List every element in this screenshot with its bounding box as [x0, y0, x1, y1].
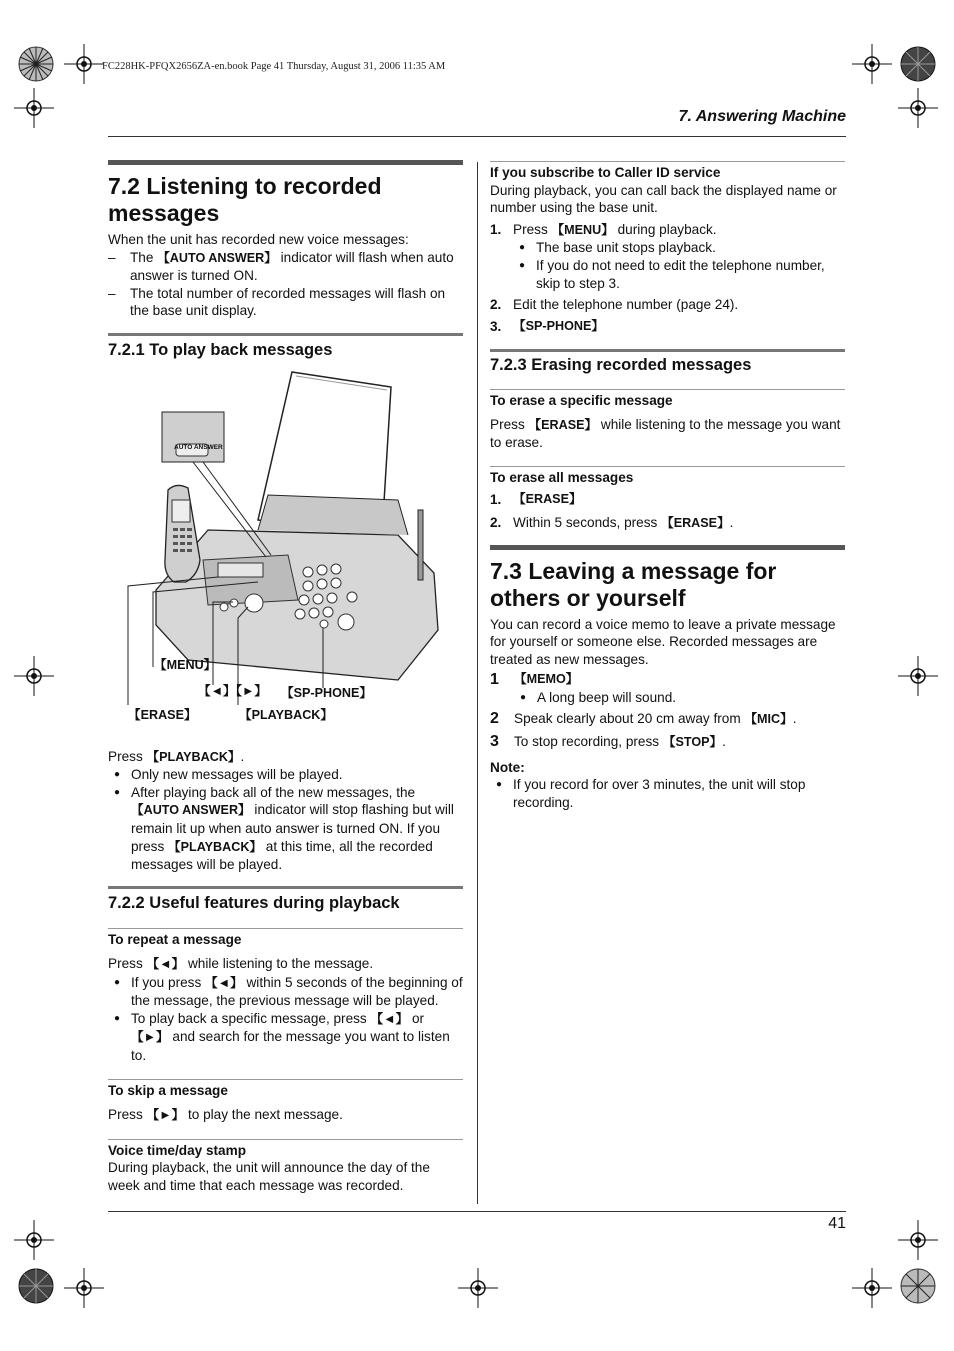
bullet-item: ● To play back a specific message, press 【◄】 or 【►】 and search for the message you want to listen to. — [114, 1010, 450, 1063]
numbered-step: 3. 【SP-PHONE】 — [490, 318, 604, 334]
repeat-instruction: Press 【◄】 while listening to the message. — [108, 955, 374, 971]
registration-rosette-icon — [16, 44, 56, 84]
crosshair-mark-icon — [458, 1268, 498, 1308]
divider — [108, 928, 463, 929]
header-rule — [108, 136, 846, 137]
topic-title: Voice time/day stamp — [108, 1142, 247, 1158]
callerid-text: During playback, you can call back the displayed name or number using the base unit. — [490, 182, 837, 216]
dash-item: – The total number of recorded messages will flash on the base unit display. — [108, 285, 446, 319]
auto-answer-label: AUTO ANSWER — [174, 443, 223, 451]
registration-rosette-icon — [898, 1266, 938, 1306]
numbered-step: 2. Edit the telephone number (page 24). — [490, 297, 739, 313]
sp-phone-key-label: 【SP-PHONE】 — [281, 685, 372, 700]
crosshair-mark-icon — [852, 1268, 892, 1308]
topic-title: If you subscribe to Caller ID service — [490, 165, 721, 180]
section-title: 7.3 Leaving a message for others or yourself — [490, 557, 777, 611]
note-title: Note: — [490, 759, 525, 775]
subsection-rule — [108, 886, 463, 889]
playback-key-label: 【PLAYBACK】 — [239, 707, 333, 722]
topic-title: To erase a specific message — [490, 392, 673, 408]
numbered-step: 1. Press 【MENU】 during playback. — [490, 221, 717, 237]
topic-title: To repeat a message — [108, 932, 242, 948]
memo-intro: You can record a voice memo to leave a private message for yourself or someone else. Recorded messages are treated as new messages. — [490, 616, 836, 667]
section-rule — [490, 545, 845, 550]
erase-specific-text: Press 【ERASE】 while listening to the message you want to erase. — [490, 416, 841, 451]
column-divider — [477, 162, 478, 1204]
crosshair-mark-icon — [14, 1220, 54, 1260]
footer-rule — [108, 1211, 846, 1212]
divider — [490, 161, 845, 162]
right-column — [490, 161, 845, 811]
print-slug: FC228HK-PFQX2656ZA-en.book Page 41 Thursday, August 31, 2006 11:35 AM — [102, 61, 446, 72]
numbered-step: 3 To stop recording, press 【STOP】. — [490, 733, 726, 751]
left-column — [108, 160, 463, 1194]
dash-item: – The 【AUTO ANSWER】 indicator will flash when auto answer is turned ON. — [108, 249, 454, 284]
subsection-title: 7.2.2 Useful features during playback — [108, 893, 400, 912]
menu-key-label: 【MENU】 — [154, 657, 217, 672]
crosshair-mark-icon — [64, 1268, 104, 1308]
registration-rosette-icon — [898, 44, 938, 84]
playback-instruction: Press 【PLAYBACK】. — [108, 748, 245, 764]
skip-instruction: Press 【►】 to play the next message. — [108, 1107, 343, 1123]
bullet-item: ● After playing back all of the new messages, the 【AUTO ANSWER】 indicator will stop flashing but will remain lit up when auto answer is turned ON. If you press 【PLAYBACK】 at this time, all the recorded messages will be played. — [114, 784, 454, 873]
subsection-rule — [108, 333, 463, 336]
crosshair-mark-icon — [898, 1220, 938, 1260]
divider — [108, 1139, 463, 1140]
divider — [108, 1079, 463, 1080]
erase-key-label: 【ERASE】 — [128, 707, 197, 722]
arrow-keys-label: 【◄】【►】 — [198, 683, 268, 698]
fax-figure — [108, 360, 463, 748]
section-rule — [108, 160, 463, 165]
crosshair-mark-icon — [64, 44, 104, 84]
numbered-step: 2. Within 5 seconds, press 【ERASE】. — [490, 514, 734, 530]
subsection-title: 7.2.1 To play back messages — [108, 340, 333, 359]
voice-stamp-text: During playback, the unit will announce the day of the week and time that each message was recorded. — [108, 1160, 430, 1193]
bullet-item: ● If you press 【◄】 within 5 seconds of the beginning of the message, the previous message will be played. — [114, 974, 463, 1009]
crosshair-mark-icon — [852, 44, 892, 84]
page-number: 41 — [828, 1215, 846, 1232]
bullet-item: ● The base unit stops playback. — [519, 240, 716, 256]
crosshair-mark-icon — [14, 88, 54, 128]
bullet-item: ● A long beep will sound. — [520, 689, 677, 705]
crosshair-mark-icon — [898, 656, 938, 696]
numbered-step: 1. 【ERASE】 — [490, 492, 582, 508]
bullet-item: ● Only new messages will be played. — [114, 767, 343, 783]
section-title: 7.2 Listening to recorded messages — [108, 173, 382, 226]
numbered-step: 2 Speak clearly about 20 cm away from 【MIC】. — [490, 710, 797, 728]
divider — [490, 466, 845, 467]
crosshair-mark-icon — [14, 656, 54, 696]
subsection-title: 7.2.3 Erasing recorded messages — [490, 356, 752, 375]
bullet-item: ● If you do not need to edit the telephone number, skip to step 3. — [519, 257, 825, 291]
subsection-rule — [490, 349, 845, 352]
divider — [490, 389, 845, 390]
topic-title: To skip a message — [108, 1083, 228, 1099]
chapter-header: 7. Answering Machine — [678, 108, 846, 125]
numbered-step: 1 【MEMO】 — [490, 671, 579, 689]
registration-rosette-icon — [16, 1266, 56, 1306]
topic-title: To erase all messages — [490, 469, 634, 485]
bullet-item: ● If you record for over 3 minutes, the unit will stop recording. — [496, 777, 806, 810]
crosshair-mark-icon — [898, 88, 938, 128]
intro-text: When the unit has recorded new voice messages: — [108, 232, 409, 247]
